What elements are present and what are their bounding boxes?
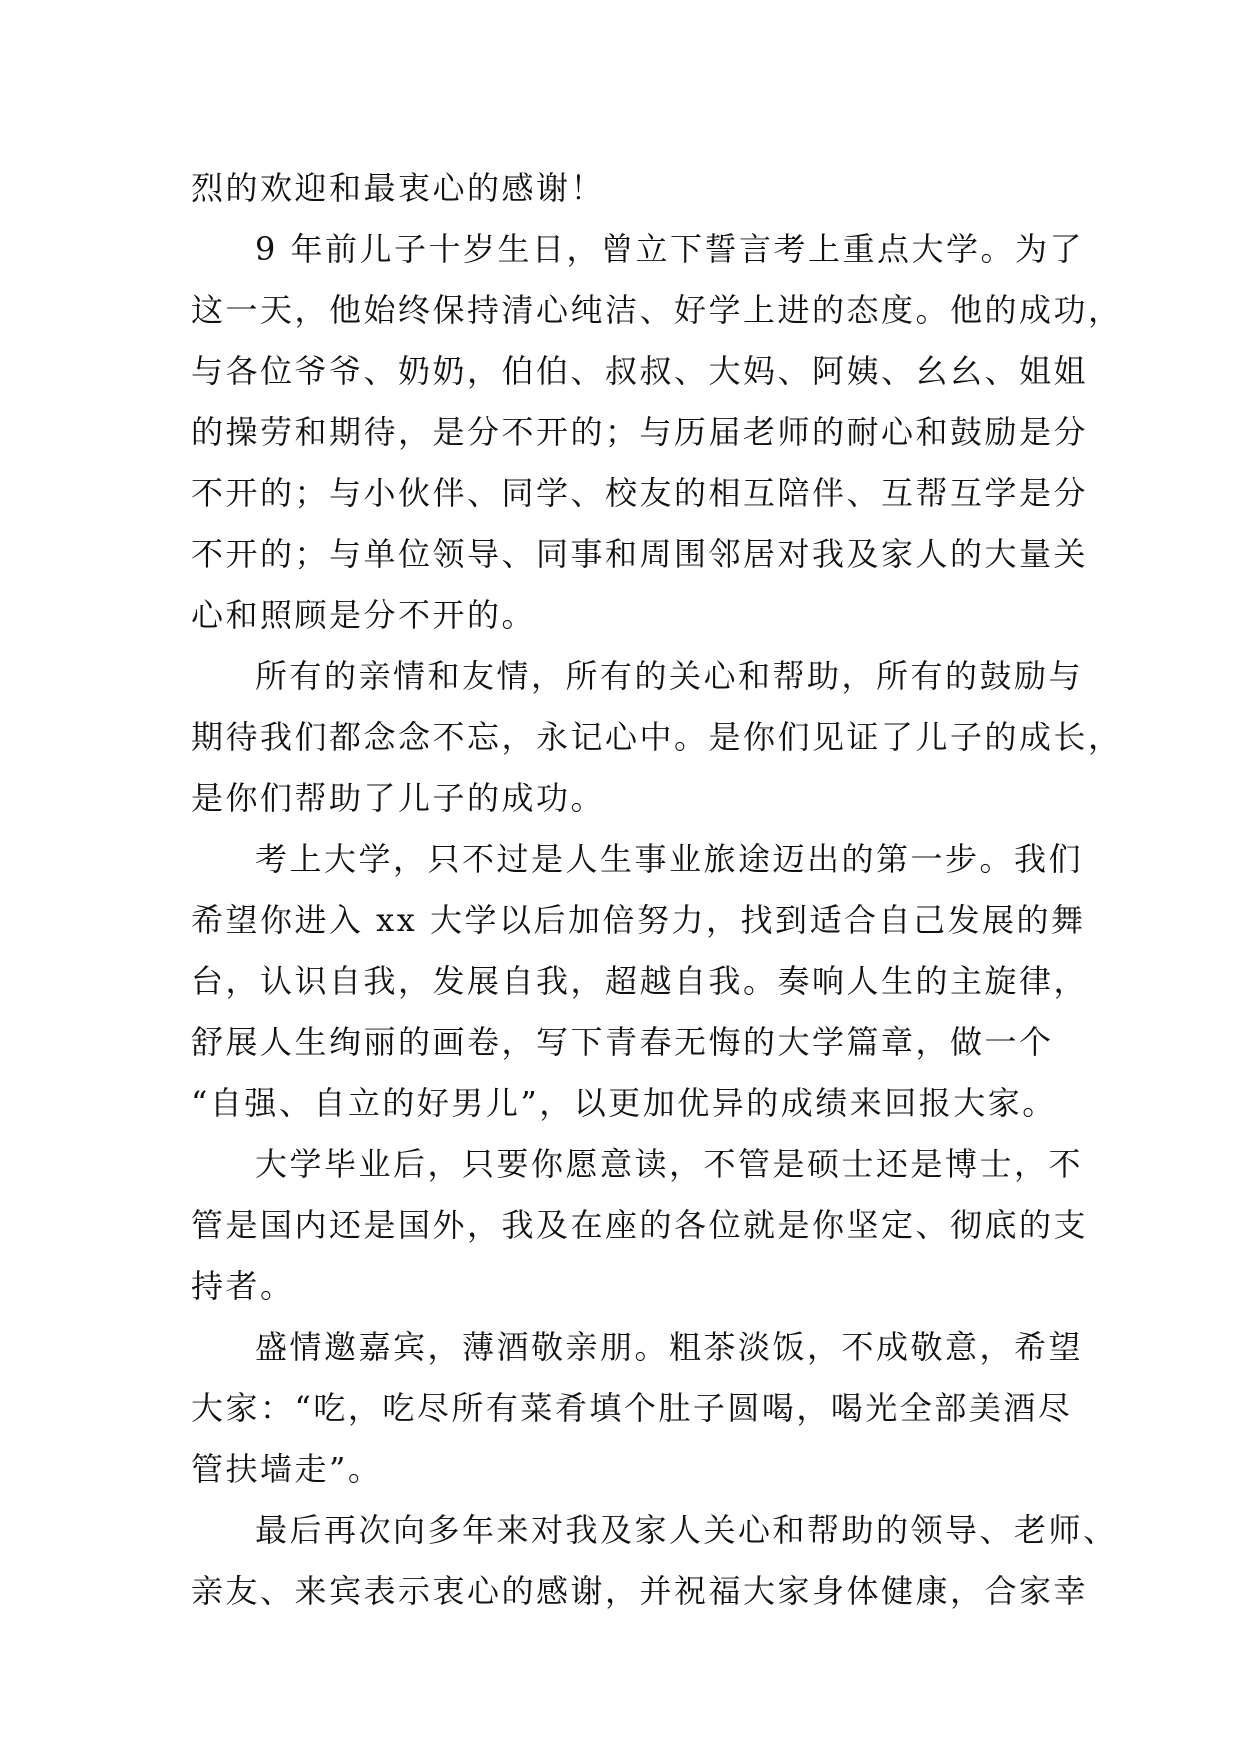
paragraph-7 <box>191 1500 1118 1622</box>
text-line: 希望你进入 xx 大学以后加倍努力，找到适合自己发展的舞 <box>191 901 1086 939</box>
text-line: 盛情邀嘉宾，薄酒敬亲朋。粗茶淡饭，不成敬意，希望 <box>255 1328 1084 1366</box>
text-line: 是你们帮助了儿子的成功。 <box>191 779 606 817</box>
text-line: 心和照顾是分不开的。 <box>191 596 537 634</box>
text-line: 大学毕业后，只要你愿意读，不管是硕士还是博士，不 <box>255 1145 1084 1183</box>
paragraph-6 <box>191 1317 1084 1500</box>
paragraph-3 <box>191 646 1123 829</box>
text-line: 亲友、来宾表示衷心的感谢，并祝福大家身体健康，合家幸 <box>191 1572 1089 1610</box>
paragraph-1 <box>191 158 1053 219</box>
text-line: 考上大学，只不过是人生事业旅途迈出的第一步。我们 <box>255 840 1084 878</box>
text-line: 最后再次向多年来对我及家人关心和帮助的领导、老师、 <box>255 1511 1118 1549</box>
text-line: 与各位爷爷、奶奶，伯伯、叔叔、大妈、阿姨、幺幺、姐姐 <box>191 352 1089 390</box>
text-line: 管扶墙走”。 <box>191 1450 383 1488</box>
text-line: 不开的；与小伙伴、同学、校友的相互陪伴、互帮互学是分 <box>191 474 1089 512</box>
text-line: 9 年前儿子十岁生日，曾立下誓言考上重点大学。为了 <box>255 230 1085 268</box>
paragraph-5 <box>191 1134 1089 1317</box>
text-line: 不开的；与单位领导、同事和周围邻居对我及家人的大量关 <box>191 535 1089 573</box>
text-line: “自强、自立的好男儿”，以更加优异的成绩来回报大家。 <box>191 1084 1057 1122</box>
text-line: 大家：“吃，吃尽所有菜肴填个肚子圆喝，喝光全部美酒尽 <box>191 1389 1073 1427</box>
text-line: 烈的欢迎和最衷心的感谢！ <box>191 169 606 207</box>
paragraph-2 <box>191 219 1123 646</box>
text-line: 所有的亲情和友情，所有的关心和帮助，所有的鼓励与 <box>255 657 1084 695</box>
text-line: 台，认识自我，发展自我，超越自我。奏响人生的主旋律， <box>191 962 1089 1000</box>
paragraph-4 <box>191 829 1089 1134</box>
document-page <box>191 158 1123 1622</box>
text-line: 的操劳和期待，是分不开的；与历届老师的耐心和鼓励是分 <box>191 413 1089 451</box>
text-line: 舒展人生绚丽的画卷，写下青春无悔的大学篇章，做一个 <box>191 1023 1054 1061</box>
text-line: 持者。 <box>191 1267 295 1305</box>
text-line: 期待我们都念念不忘，永记心中。是你们见证了儿子的成长， <box>191 718 1123 756</box>
text-line: 这一天，他始终保持清心纯洁、好学上进的态度。他的成功， <box>191 291 1123 329</box>
text-line: 管是国内还是国外，我及在座的各位就是你坚定、彻底的支 <box>191 1206 1089 1244</box>
